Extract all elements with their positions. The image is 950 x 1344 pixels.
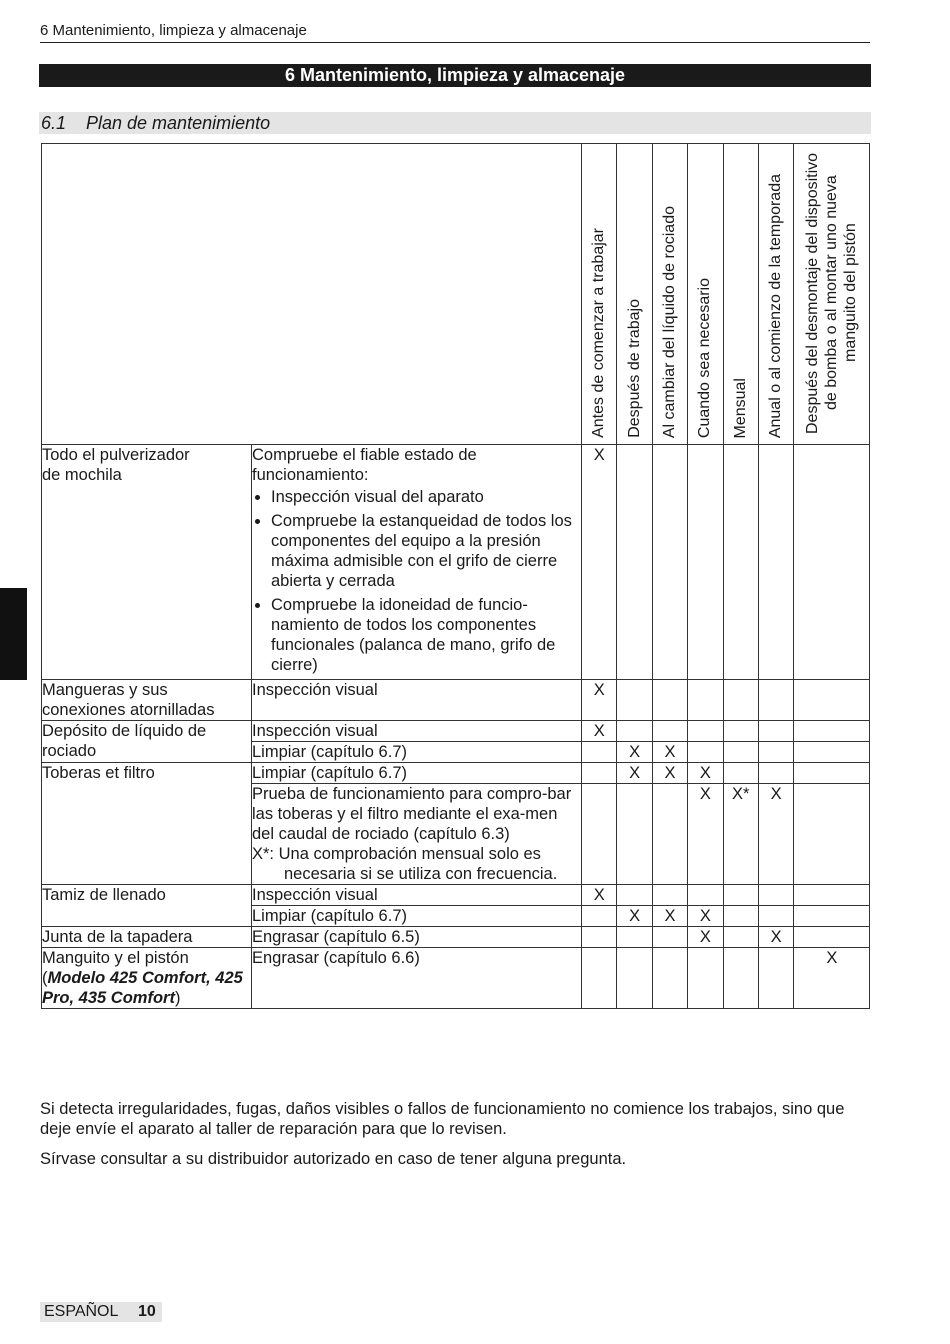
mark-cell: X xyxy=(582,721,617,742)
column-header xyxy=(794,144,870,445)
column-header xyxy=(688,144,723,445)
running-header: 6 Mantenimiento, limpieza y almacenaje xyxy=(40,22,307,39)
mark-cell xyxy=(723,721,758,742)
mark-cell: X xyxy=(794,948,870,1009)
table-row xyxy=(42,948,870,1009)
mark-cell xyxy=(758,948,793,1009)
section-heading xyxy=(39,112,871,134)
mark-cell: X xyxy=(652,906,687,927)
mark-cell xyxy=(794,721,870,742)
mark-cell xyxy=(582,948,617,1009)
action-cell xyxy=(252,784,582,885)
check-list xyxy=(252,487,581,675)
table-row xyxy=(42,885,870,906)
action-text: Compruebe el fiable estado de funcionamiento: xyxy=(252,446,477,484)
column-header-label: Al cambiar del líquido de rociado xyxy=(660,205,678,438)
mark-cell xyxy=(582,784,617,885)
item-cell: Tamiz de llenado xyxy=(42,885,252,927)
action-cell: Engrasar (capítulo 6.5) xyxy=(252,927,582,948)
mark-cell xyxy=(652,445,687,680)
chapter-side-tab xyxy=(0,588,27,680)
mark-cell xyxy=(758,742,793,763)
mark-cell xyxy=(794,680,870,721)
mark-cell xyxy=(652,927,687,948)
mark-cell xyxy=(688,721,723,742)
mark-cell xyxy=(723,742,758,763)
footer-language: ESPAÑOL xyxy=(44,1303,119,1320)
mark-cell xyxy=(723,445,758,680)
mark-cell xyxy=(617,948,652,1009)
mark-cell xyxy=(617,784,652,885)
mark-cell xyxy=(794,885,870,906)
item-cell: Junta de la tapadera xyxy=(42,927,252,948)
mark-cell: X xyxy=(688,784,723,885)
table-row xyxy=(42,721,870,742)
mark-cell: X xyxy=(582,445,617,680)
action-cell: Engrasar (capítulo 6.6) xyxy=(252,948,582,1009)
mark-cell xyxy=(617,885,652,906)
column-header-label: Anual o al comienzo de la temporada xyxy=(767,173,785,438)
table-row xyxy=(42,763,870,784)
mark-cell xyxy=(794,445,870,680)
mark-cell xyxy=(794,927,870,948)
item-text: Todo el pulverizador xyxy=(42,446,190,464)
column-header xyxy=(758,144,793,445)
mark-cell xyxy=(758,445,793,680)
mark-cell xyxy=(652,721,687,742)
mark-cell xyxy=(652,885,687,906)
mark-cell: X xyxy=(758,784,793,885)
column-header-label: Cuando sea necesario xyxy=(696,277,714,438)
table-row xyxy=(42,680,870,721)
action-cell: Inspección visual xyxy=(252,885,582,906)
mark-cell xyxy=(652,948,687,1009)
mark-cell: X xyxy=(582,680,617,721)
mark-cell xyxy=(758,885,793,906)
mark-cell xyxy=(652,784,687,885)
mark-cell xyxy=(794,906,870,927)
mark-cell xyxy=(688,680,723,721)
mark-cell xyxy=(617,721,652,742)
mark-cell xyxy=(652,680,687,721)
action-cell: Limpiar (capítulo 6.7) xyxy=(252,763,582,784)
mark-cell xyxy=(794,742,870,763)
mark-cell xyxy=(723,906,758,927)
footnote-marker-note xyxy=(252,844,581,884)
item-text: Manguito y el pistón xyxy=(42,949,189,967)
footnote-paragraph: Si detecta irregularidades, fugas, daños visibles o fallos de funcionamiento no comience los trabajos, sino que deje envíe el aparato al taller de reparación para que lo revisen. xyxy=(40,1100,845,1138)
mark-cell xyxy=(723,885,758,906)
list-item: • Compruebe la estanqueidad de todos los componentes del equipo a la presión máxima admisible con el grifo de cierre abierta y cerrada xyxy=(271,511,581,591)
mark-cell: X xyxy=(617,906,652,927)
action-cell xyxy=(252,445,582,680)
page-footer xyxy=(40,1302,162,1322)
mark-cell: X xyxy=(652,763,687,784)
column-header-label: Mensual xyxy=(731,377,749,438)
mark-cell xyxy=(723,948,758,1009)
column-header-label: Después del desmontaje del dispositivo de bomba o al montar uno nueva manguito del pistón xyxy=(803,152,859,434)
mark-cell xyxy=(688,885,723,906)
item-text: de mochila xyxy=(42,466,122,484)
mark-cell xyxy=(794,784,870,885)
table-header-row xyxy=(42,144,870,445)
note-text: necesaria si se utiliza con frecuencia. xyxy=(284,865,558,883)
chapter-title: 6 Mantenimiento, limpieza y almacenaje xyxy=(39,64,871,87)
maintenance-plan-table xyxy=(41,143,870,1009)
mark-cell xyxy=(723,763,758,784)
mark-cell: X xyxy=(758,927,793,948)
mark-cell xyxy=(723,927,758,948)
item-text: ( xyxy=(42,969,48,987)
header-rule xyxy=(40,42,870,43)
mark-cell xyxy=(582,906,617,927)
section-number: 6.1 xyxy=(41,113,67,133)
column-header xyxy=(723,144,758,445)
action-cell: Inspección visual xyxy=(252,721,582,742)
mark-cell: X xyxy=(688,763,723,784)
mark-cell: X* xyxy=(723,784,758,885)
mark-cell xyxy=(723,680,758,721)
mark-cell xyxy=(794,763,870,784)
mark-cell xyxy=(758,906,793,927)
header-blank-cell xyxy=(42,144,582,445)
column-header xyxy=(652,144,687,445)
mark-cell xyxy=(758,680,793,721)
mark-cell: X xyxy=(688,927,723,948)
page-number: 10 xyxy=(138,1303,156,1320)
note-text: Una comprobación mensual solo es xyxy=(278,845,541,863)
mark-cell xyxy=(582,763,617,784)
list-item: • Inspección visual del aparato xyxy=(271,487,581,507)
note-label: X*: xyxy=(252,845,275,863)
footnote-paragraph: Sírvase consultar a su distribuidor autorizado en caso de tener alguna pregunta. xyxy=(40,1150,627,1168)
mark-cell: X xyxy=(617,763,652,784)
section-title: Plan de mantenimiento xyxy=(86,113,271,133)
item-cell: Mangueras y sus conexiones atornilladas xyxy=(42,680,252,721)
table-row xyxy=(42,927,870,948)
item-cell: Depósito de líquido de rociado xyxy=(42,721,252,763)
mark-cell xyxy=(617,680,652,721)
mark-cell xyxy=(688,445,723,680)
mark-cell xyxy=(758,763,793,784)
mark-cell xyxy=(688,948,723,1009)
mark-cell xyxy=(617,445,652,680)
table-row xyxy=(42,445,870,680)
column-header-label: Después de trabajo xyxy=(625,299,643,438)
mark-cell xyxy=(758,721,793,742)
column-header xyxy=(617,144,652,445)
mark-cell: X xyxy=(617,742,652,763)
column-header xyxy=(582,144,617,445)
column-header-label: Antes de comenzar a trabajar xyxy=(590,228,608,438)
mark-cell: X xyxy=(688,906,723,927)
mark-cell: X xyxy=(652,742,687,763)
action-cell: Limpiar (capítulo 6.7) xyxy=(252,906,582,927)
model-names: Modelo 425 Comfort, 425 Pro, 435 Comfort xyxy=(42,969,243,1007)
item-cell xyxy=(42,948,252,1009)
mark-cell xyxy=(582,742,617,763)
list-item: • Compruebe la idoneidad de funcio-namiento de todos los componentes funcionales (palanca de mano, grifo de cierre) xyxy=(271,595,581,675)
action-cell: Inspección visual xyxy=(252,680,582,721)
mark-cell: X xyxy=(582,885,617,906)
item-text: ) xyxy=(174,989,181,1007)
item-cell xyxy=(42,445,252,680)
mark-cell xyxy=(617,927,652,948)
action-text: Prueba de funcionamiento para compro-bar las toberas y el filtro mediante el exa-men del caudal de rociado (capítulo 6.3) xyxy=(252,785,572,843)
item-cell: Toberas et filtro xyxy=(42,763,252,885)
mark-cell xyxy=(582,927,617,948)
mark-cell xyxy=(688,742,723,763)
action-cell: Limpiar (capítulo 6.7) xyxy=(252,742,582,763)
